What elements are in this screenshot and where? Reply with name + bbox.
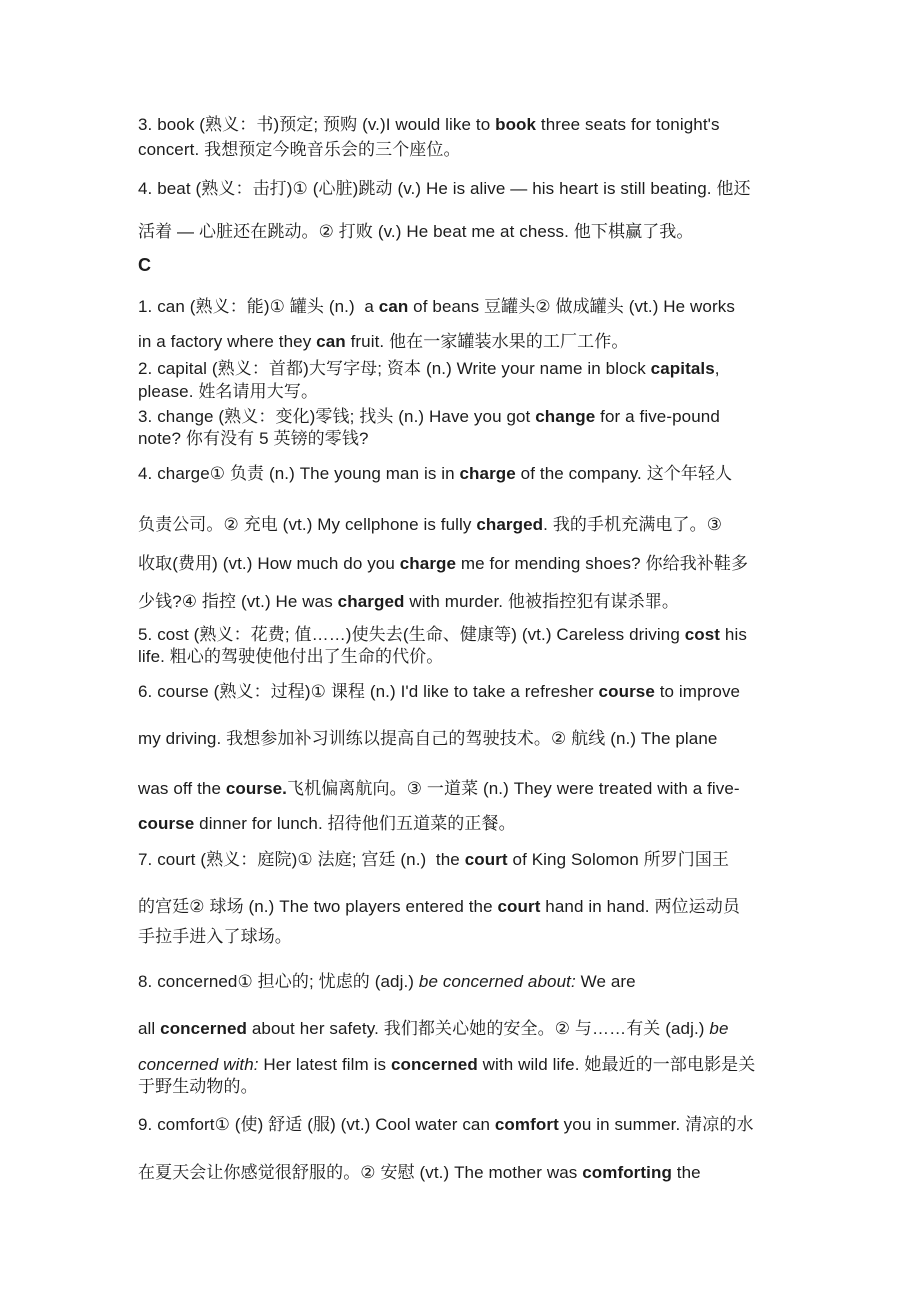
text-segment: of the company. 这个年轻人 [515,464,733,483]
text-segment: my driving. 我想参加补习训练以提高自己的驾驶技术。② 航线 (n.) The plane [138,729,718,748]
text-segment: you in summer. 清凉的水 [558,1115,754,1134]
text-segment: fruit. 他在一家罐装水果的工厂工作。 [345,332,629,351]
text-segment: 9. comfort① (使) 舒适 (服) (vt.) Cool water can [138,1115,495,1134]
text-segment: with wild life. 她最近的一部电影是关 [477,1055,756,1074]
text-segment: course [598,682,655,701]
text-segment: charge [399,554,457,573]
text-segment: , [714,359,720,378]
text-segment: 7. court (熟义：庭院)① 法庭; 宫廷 (n.) the [138,850,465,869]
text-segment: can [316,332,346,351]
text-segment: court [497,897,541,916]
entry-change-line-1 [138,405,720,429]
entry-course-line-3 [138,777,740,801]
text-segment: 手拉手进入了球场。 [138,927,292,946]
text-segment: comforting [582,1163,672,1182]
text-segment: his [720,625,747,644]
entry-court-line-3 [138,925,292,949]
text-segment: charge [459,464,516,483]
text-segment: 8. concerned① 担心的; 忧虑的 (adj.) [138,972,419,991]
text-segment: note? 你有没有 5 英镑的零钱? [138,429,369,448]
text-segment: 在夏天会让你感觉很舒服的。② 安慰 (vt.) The mother was [138,1163,583,1182]
text-segment: of King Solomon 所罗门国王 [507,850,730,869]
text-segment: 飞机偏离航向。③ 一道菜 (n.) They were treated with a five- [287,779,740,798]
text-segment: dinner for lunch. 招待他们五道菜的正餐。 [194,814,516,833]
entry-concerned-line-3 [138,1053,755,1077]
text-segment: with murder. 他被指控犯有谋杀罪。 [404,592,679,611]
text-segment: concert. 我想预定今晚音乐会的三个座位。 [138,140,461,159]
entry-concerned-line-2 [138,1017,729,1041]
text-segment: Her latest film is [258,1055,391,1074]
text-segment: 1. can (熟义：能)① 罐头 (n.) a [138,297,379,316]
text-segment: be [709,1019,729,1038]
text-segment: in a factory where they [138,332,317,351]
text-segment: about her safety. 我们都关心她的安全。② 与……有关 (adj.) [247,1019,710,1038]
text-segment: 4. charge① 负责 (n.) The young man is in [138,464,460,483]
entry-cost-line-1 [138,623,747,647]
text-segment: 3. change (熟义：变化)零钱; 找头 (n.) Have you got [138,407,536,426]
text-segment: of beans 豆罐头② 做成罐头 (vt.) He works [408,297,735,316]
text-segment: court [464,850,508,869]
text-segment: 活着 — 心脏还在跳动。② 打败 (v.) He beat me at chess. 他下棋赢了我。 [138,222,694,241]
entry-charge-line-3 [138,552,748,576]
entry-beat-line-2 [138,220,694,244]
text-segment: 的宫廷② 球场 (n.) The two players entered the [138,897,498,916]
entry-court-line-1 [138,848,729,872]
text-segment: 6. course (熟义：过程)① 课程 (n.) I'd like to take a refresher [138,682,599,701]
entry-charge-line-1 [138,462,732,486]
entry-course-line-4 [138,812,516,836]
text-segment: We are [575,972,636,991]
entry-comfort-line-1 [138,1113,754,1137]
text-segment: concerned [390,1055,478,1074]
text-segment: the [671,1163,701,1182]
text-segment: 少钱?④ 指控 (vt.) He was [138,592,338,611]
entry-can-line-1 [138,295,735,319]
text-segment: 5. cost (熟义：花费; 值……)使失去(生命、健康等) (vt.) Careless driving [138,625,685,644]
text-segment: can [378,297,409,316]
text-segment: course [138,814,195,833]
text-segment: . 我的手机充满电了。③ [543,515,723,534]
text-segment: was off the [138,779,226,798]
text-segment: course. [225,779,287,798]
text-segment: change [535,407,596,426]
text-segment: hand in hand. 两位运动员 [540,897,740,916]
entry-concerned-line-1 [138,970,636,994]
text-segment: to improve [654,682,741,701]
text-segment: charged [337,592,405,611]
text-segment: 2. capital (熟义：首都)大写字母; 资本 (n.) Write your name in block [138,359,651,378]
entry-cost-line-2 [138,645,443,669]
entry-book-line-1 [138,113,720,137]
text-segment: three seats for tonight's [536,115,720,134]
text-segment: be concerned about: [418,972,576,991]
text-segment: all [138,1019,161,1038]
text-segment: 收取(费用) (vt.) How much do you [138,554,400,573]
text-segment: please. 姓名请用大写。 [138,382,319,401]
entry-course-line-1 [138,680,740,704]
text-segment: for a five-pound [595,407,720,426]
entry-can-line-2 [138,330,628,354]
entry-change-line-2 [138,427,369,451]
text-segment: 3. book (熟义：书)预定; 预购 (v.)I would like to [138,115,496,134]
text-segment: charged [476,515,544,534]
text-segment: concerned [160,1019,248,1038]
text-segment: cost [684,625,721,644]
entry-concerned-line-4 [138,1075,258,1099]
entry-book-line-2 [138,138,461,162]
text-segment: 负责公司。② 充电 (vt.) My cellphone is fully [138,515,477,534]
text-segment: capitals [650,359,715,378]
entry-beat-line-1 [138,177,751,201]
text-segment: concerned with: [138,1055,259,1074]
text-segment: C [138,255,152,275]
entry-capital-line-2 [138,380,318,404]
text-segment: 于野生动物的。 [138,1077,258,1096]
text-segment: comfort [494,1115,559,1134]
text-segment: life. 粗心的驾驶使他付出了生命的代价。 [138,647,444,666]
text-segment: me for mending shoes? 你给我补鞋多 [456,554,749,573]
entry-charge-line-2 [138,513,722,537]
text-segment: 4. beat (熟义：击打)① (心脏)跳动 (v.) He is alive — his heart is still beating. 他还 [138,179,751,198]
entry-charge-line-4 [138,590,679,614]
entry-comfort-line-2 [138,1161,701,1185]
section-heading-c-line-1 [138,253,151,277]
entry-course-line-2 [138,727,717,751]
entry-capital-line-1 [138,357,720,381]
entry-court-line-2 [138,895,740,919]
text-segment: book [495,115,537,134]
